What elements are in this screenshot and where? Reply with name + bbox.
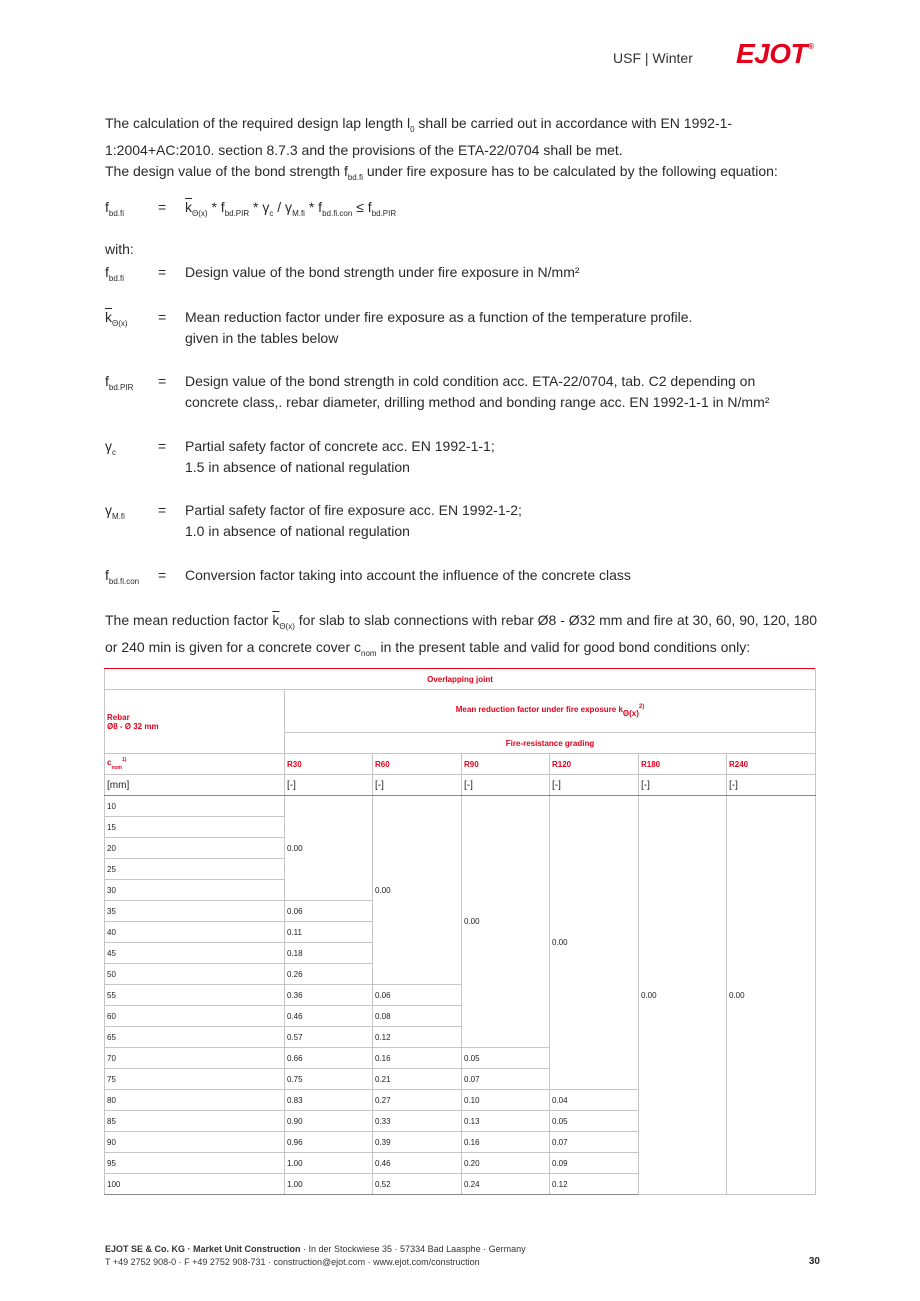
value-cell: 0.09 bbox=[550, 1153, 639, 1174]
cover-cell: 95 bbox=[105, 1153, 285, 1174]
value-cell: 0.36 bbox=[285, 985, 373, 1006]
column-header: R180 bbox=[639, 754, 727, 775]
merged-value-cell: 0.00 bbox=[285, 796, 373, 901]
value-cell: 0.16 bbox=[462, 1132, 550, 1153]
definition-text: Design value of the bond strength in cold condition acc. ETA-22/0704, tab. C2 depending on concrete class,. rebar diameter, drilling method and bonding range acc. EN 1992-1-1 in N/mm² bbox=[185, 373, 770, 410]
value-cell: 0.75 bbox=[285, 1069, 373, 1090]
definition-symbol: $\overline{k}_{\Theta(x)}$ bbox=[105, 309, 128, 328]
value-cell: 0.12 bbox=[373, 1027, 462, 1048]
value-cell: 0.83 bbox=[285, 1090, 373, 1111]
value-cell: 0.11 bbox=[285, 922, 373, 943]
value-cell: 0.90 bbox=[285, 1111, 373, 1132]
table-intro-note: The mean reduction factor $\overline{k}_{\Theta(x)}$ for slab to slab connections with rebar Ø8 - Ø32 mm and fire at 30, 60, 90, 120, 180 or 240 min is given for a concrete cover $c_{nom}$ in the present table and valid for good bond conditions only: bbox=[105, 612, 818, 658]
column-header: R30 bbox=[285, 754, 373, 775]
value-cell: 0.21 bbox=[373, 1069, 462, 1090]
definition-equals: = bbox=[158, 309, 167, 325]
ejot-logo bbox=[736, 38, 814, 70]
cover-cell: 60 bbox=[105, 1006, 285, 1027]
table-title: Overlapping joint bbox=[105, 669, 816, 690]
unit-cell: [-] bbox=[550, 775, 639, 796]
cover-cell: 70 bbox=[105, 1048, 285, 1069]
page-footer bbox=[105, 1243, 526, 1269]
value-cell: 0.26 bbox=[285, 964, 373, 985]
grading-header: Fire-resistance grading bbox=[285, 733, 816, 754]
value-cell: 0.07 bbox=[462, 1069, 550, 1090]
cover-cell: 15 bbox=[105, 817, 285, 838]
definition-equals: = bbox=[158, 264, 167, 280]
intro-p1-a: The calculation of the required design lap length l bbox=[105, 115, 411, 131]
unit-cell: [-] bbox=[727, 775, 816, 796]
header-title: USF | Winter bbox=[613, 50, 693, 66]
rebar-header: Rebar Ø8 - Ø 32 mm bbox=[105, 690, 285, 754]
cnom-header: $c_{nom}^{1)}$ bbox=[105, 754, 285, 775]
eq-lhs: $f_{bd.fi}$ bbox=[105, 199, 125, 218]
intro-paragraph-1 bbox=[105, 113, 825, 161]
definition-equals: = bbox=[158, 438, 167, 454]
value-cell: 1.00 bbox=[285, 1153, 373, 1174]
intro-p1-sub: 0 bbox=[410, 125, 415, 134]
intro-p2-b: under fire exposure has to be calculated by the following equation: bbox=[362, 163, 778, 179]
definition-text: Mean reduction factor under fire exposure as a function of the temperature profile. given in the tables below bbox=[185, 309, 693, 346]
unit-cell: [-] bbox=[639, 775, 727, 796]
definition-text: Partial safety factor of fire exposure acc. EN 1992-1-2; 1.0 in absence of national regulation bbox=[185, 502, 522, 539]
eq-rhs: $\overline{k}_{\Theta(x)} * f_{bd.PIR} * \gamma_c / \gamma_{M.fi} * f_{bd.fi.con} \le f_{bd.PIR}$ bbox=[185, 199, 397, 218]
value-cell: 0.05 bbox=[550, 1111, 639, 1132]
cover-cell: 65 bbox=[105, 1027, 285, 1048]
unit-cell: [-] bbox=[462, 775, 550, 796]
value-cell: 0.10 bbox=[462, 1090, 550, 1111]
cover-cell: 50 bbox=[105, 964, 285, 985]
cover-cell: 20 bbox=[105, 838, 285, 859]
value-cell: 0.04 bbox=[550, 1090, 639, 1111]
merged-value-cell: 0.00 bbox=[373, 796, 462, 985]
merged-value-cell: 0.00 bbox=[639, 796, 727, 1195]
definition-symbol: $\gamma_c$ bbox=[105, 438, 116, 457]
cover-cell: 85 bbox=[105, 1111, 285, 1132]
value-cell: 0.08 bbox=[373, 1006, 462, 1027]
reduction-factor-table bbox=[104, 668, 816, 1195]
value-cell: 0.13 bbox=[462, 1111, 550, 1132]
column-header: R90 bbox=[462, 754, 550, 775]
value-cell: 0.16 bbox=[373, 1048, 462, 1069]
cover-cell: 45 bbox=[105, 943, 285, 964]
value-cell: 0.12 bbox=[550, 1174, 639, 1195]
cover-cell: 40 bbox=[105, 922, 285, 943]
column-header: R240 bbox=[727, 754, 816, 775]
value-cell: 0.20 bbox=[462, 1153, 550, 1174]
value-cell: 0.46 bbox=[285, 1006, 373, 1027]
cover-cell: 35 bbox=[105, 901, 285, 922]
value-cell: 0.33 bbox=[373, 1111, 462, 1132]
cover-cell: 80 bbox=[105, 1090, 285, 1111]
with-label: with: bbox=[105, 241, 134, 257]
intro-p2-a: The design value of the bond strength f bbox=[105, 163, 348, 179]
cover-cell: 75 bbox=[105, 1069, 285, 1090]
cover-cell: 30 bbox=[105, 880, 285, 901]
value-cell: 0.24 bbox=[462, 1174, 550, 1195]
value-cell: 0.96 bbox=[285, 1132, 373, 1153]
cover-cell: 55 bbox=[105, 985, 285, 1006]
page-number: 30 bbox=[808, 1256, 820, 1267]
value-cell: 0.27 bbox=[373, 1090, 462, 1111]
table-row bbox=[105, 796, 816, 817]
column-header-row bbox=[105, 754, 816, 775]
intro-p1-b: shall be carried out in accordance with EN 1992-1-1:2004+AC:2010. section 8.7.3 and the provisions of the ETA-22/0704 shall be met. bbox=[105, 115, 733, 158]
value-cell: 0.46 bbox=[373, 1153, 462, 1174]
definition-symbol: $\gamma_{M.fi}$ bbox=[105, 502, 125, 521]
value-cell: 0.06 bbox=[373, 985, 462, 1006]
cover-cell: 100 bbox=[105, 1174, 285, 1195]
value-cell: 0.57 bbox=[285, 1027, 373, 1048]
logo-text: EJOT bbox=[736, 38, 808, 69]
definition-text: Conversion factor taking into account the influence of the concrete class bbox=[185, 567, 631, 583]
value-cell: 0.66 bbox=[285, 1048, 373, 1069]
merged-value-cell: 0.00 bbox=[462, 796, 550, 1048]
merged-value-cell: 0.00 bbox=[727, 796, 816, 1195]
definition-symbol: $f_{bd.fi.con}$ bbox=[105, 567, 140, 586]
cover-cell: 25 bbox=[105, 859, 285, 880]
column-header: R120 bbox=[550, 754, 639, 775]
merged-value-cell: 0.00 bbox=[550, 796, 639, 1090]
intro-paragraph-2 bbox=[105, 161, 825, 188]
definition-text: Design value of the bond strength under fire exposure in N/mm² bbox=[185, 264, 580, 280]
definition-text: Partial safety factor of concrete acc. EN 1992-1-1; 1.5 in absence of national regulation bbox=[185, 438, 495, 475]
cover-cell: 90 bbox=[105, 1132, 285, 1153]
definition-equals: = bbox=[158, 567, 167, 583]
bond-strength-equation bbox=[105, 199, 397, 218]
footer-line-1: EJOT SE & Co. KG · Market Unit Construction · In der Stockwiese 35 · 57334 Bad Laasphe · Germany bbox=[105, 1244, 526, 1254]
unit-cell: [-] bbox=[285, 775, 373, 796]
footer-line-2: T +49 2752 908-0 · F +49 2752 908-731 · construction@ejot.com · www.ejot.com/construction bbox=[105, 1257, 480, 1267]
value-cell: 0.05 bbox=[462, 1048, 550, 1069]
mean-factor-header: Mean reduction factor under fire exposure $k\Theta(x)^{2)}$ bbox=[285, 690, 816, 733]
unit-row bbox=[105, 775, 816, 796]
value-cell: 1.00 bbox=[285, 1174, 373, 1195]
column-header: R60 bbox=[373, 754, 462, 775]
definition-equals: = bbox=[158, 502, 167, 518]
value-cell: 0.06 bbox=[285, 901, 373, 922]
cover-cell: 10 bbox=[105, 796, 285, 817]
logo-mark: ® bbox=[808, 42, 814, 51]
definition-equals: = bbox=[158, 373, 167, 389]
unit-mm: [mm] bbox=[105, 775, 285, 796]
intro-text bbox=[105, 113, 825, 188]
definition-symbol: $f_{bd.PIR}$ bbox=[105, 373, 134, 392]
definition-symbol: $f_{bd.fi}$ bbox=[105, 264, 125, 283]
value-cell: 0.18 bbox=[285, 943, 373, 964]
eq-sign: = bbox=[158, 199, 167, 215]
intro-p2-sub: bd.fi bbox=[347, 173, 363, 182]
unit-cell: [-] bbox=[373, 775, 462, 796]
value-cell: 0.52 bbox=[373, 1174, 462, 1195]
value-cell: 0.07 bbox=[550, 1132, 639, 1153]
value-cell: 0.39 bbox=[373, 1132, 462, 1153]
